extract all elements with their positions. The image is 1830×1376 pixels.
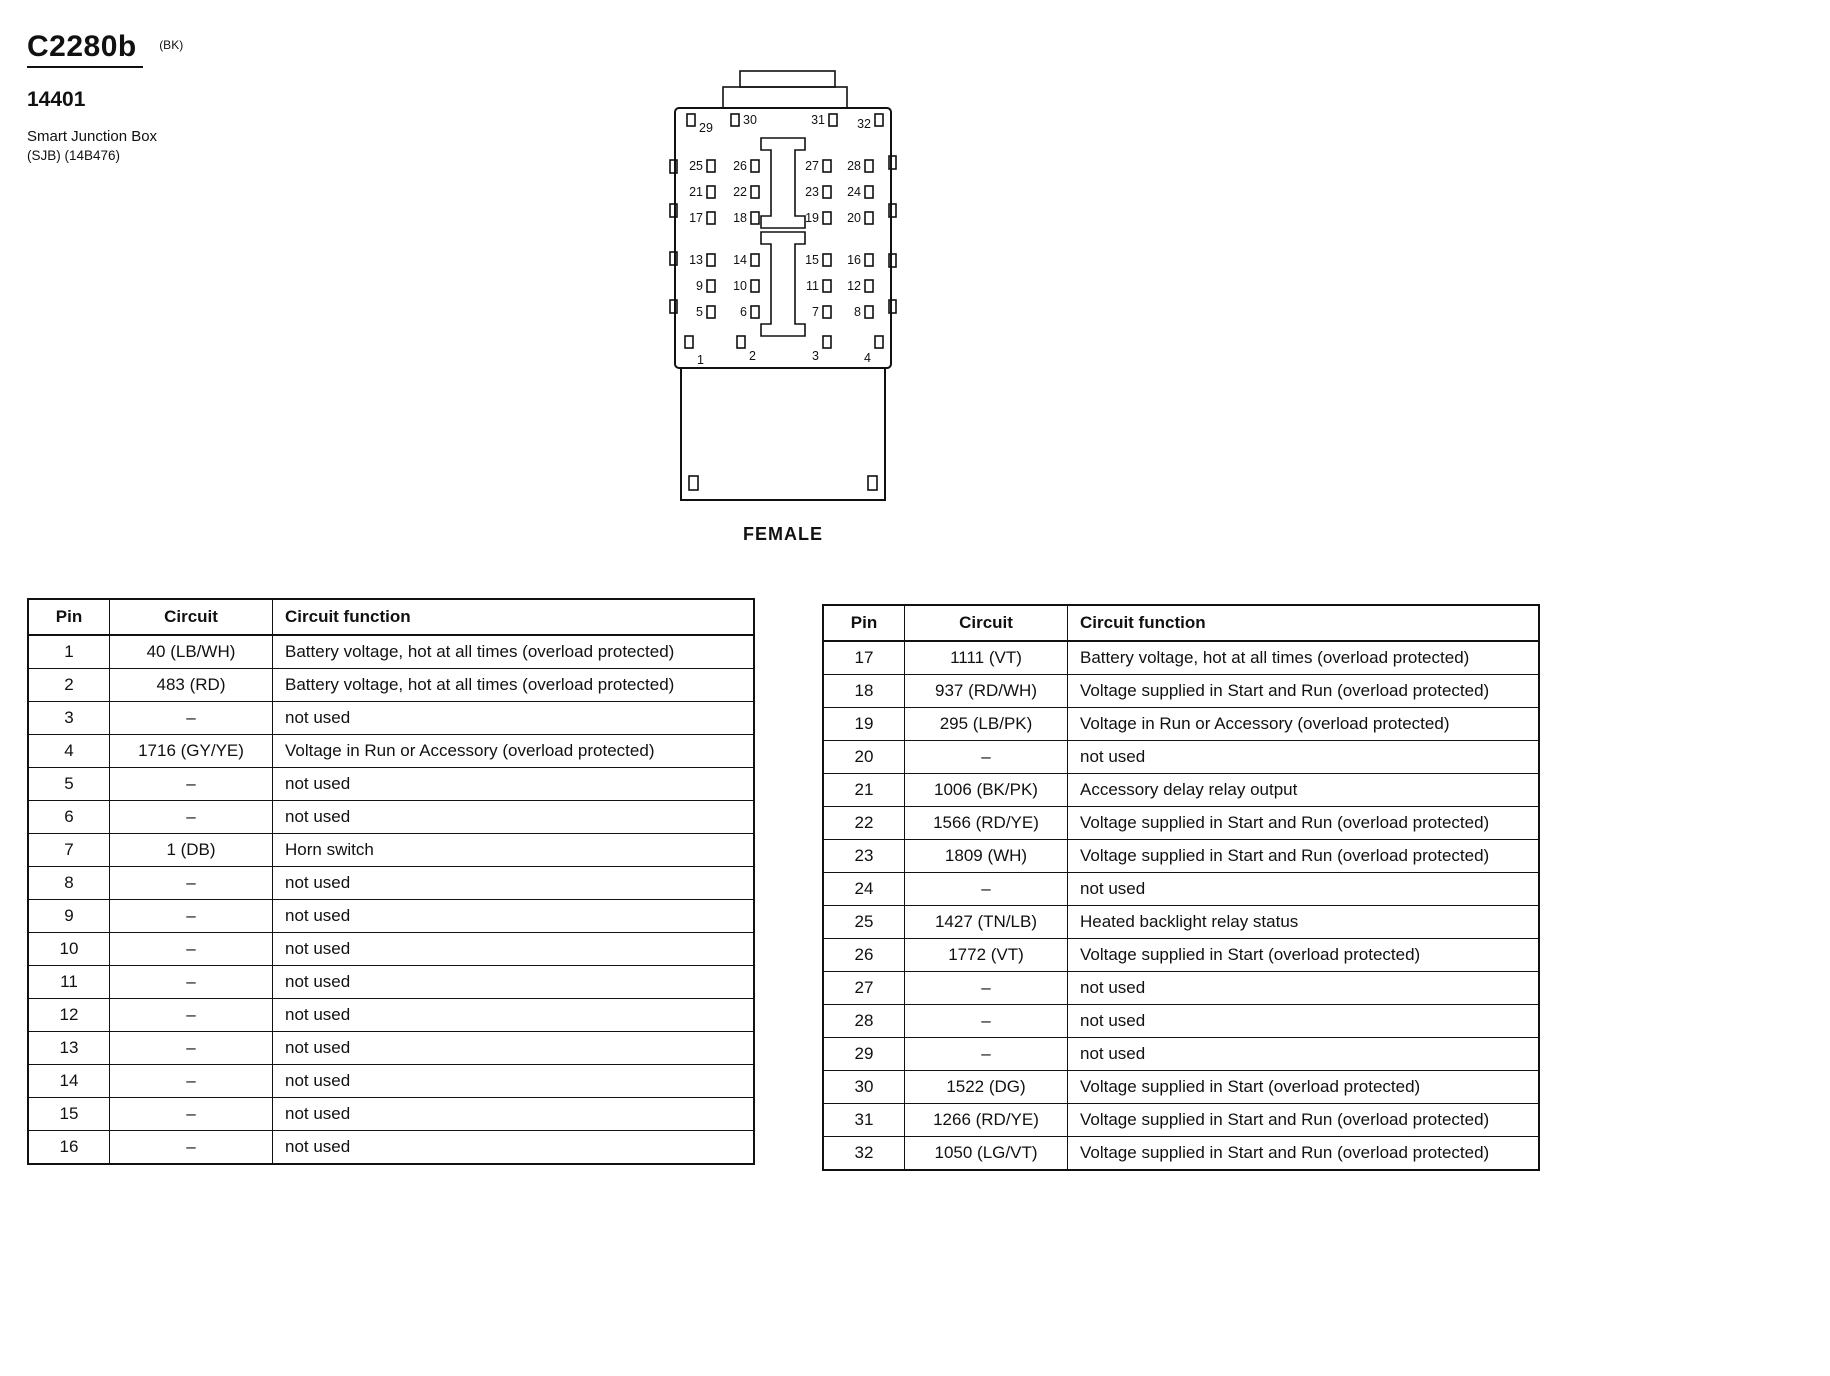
pin-row: [823, 840, 1539, 873]
pin-number-cell: 32: [823, 1137, 905, 1171]
pin-number-cell: 2: [28, 669, 110, 702]
pin-24-label: 24: [847, 185, 861, 199]
pin-12-label: 12: [847, 279, 861, 293]
pin-18-cavity: [751, 212, 759, 224]
part-number: 14401: [27, 88, 86, 111]
pin-number-cell: 6: [28, 801, 110, 834]
pin-number-cell: 1: [28, 635, 110, 669]
pin-row: [823, 1005, 1539, 1038]
circuit-function-cell: Voltage supplied in Start and Run (overload protected): [1068, 807, 1540, 840]
pin-number-cell: 20: [823, 741, 905, 774]
pin-17-label: 17: [689, 211, 703, 225]
pin-number-cell: 8: [28, 867, 110, 900]
pin-number-cell: 15: [28, 1098, 110, 1131]
pin-26-label: 26: [733, 159, 747, 173]
pin-1-label: 1: [697, 353, 704, 367]
pin-30-cavity: [731, 114, 739, 126]
circuit-function-cell: not used: [273, 801, 755, 834]
pin-6-cavity: [751, 306, 759, 318]
circuit-cell: –: [110, 801, 273, 834]
pin-30-label: 30: [743, 113, 757, 127]
pin-32-cavity: [875, 114, 883, 126]
pin-number-cell: 19: [823, 708, 905, 741]
pin-5-label: 5: [696, 305, 703, 319]
circuit-cell: 937 (RD/WH): [905, 675, 1068, 708]
pin-15-cavity: [823, 254, 831, 266]
pin-row: [28, 1032, 754, 1065]
pin-29-label: 29: [699, 121, 713, 135]
pin-2-cavity: [737, 336, 745, 348]
pin-row: [28, 834, 754, 867]
pin-number-cell: 23: [823, 840, 905, 873]
pin-24-cavity: [865, 186, 873, 198]
pin-number-cell: 14: [28, 1065, 110, 1098]
circuit-function-cell: not used: [1068, 873, 1540, 906]
pin-12-cavity: [865, 280, 873, 292]
circuit-cell: 1716 (GY/YE): [110, 735, 273, 768]
pin-row: [28, 966, 754, 999]
circuit-cell: 1266 (RD/YE): [905, 1104, 1068, 1137]
pin-number-cell: 3: [28, 702, 110, 735]
pin-22-cavity: [751, 186, 759, 198]
connector-id: C2280b: [27, 30, 143, 68]
connector-gender-label: FEMALE: [743, 524, 823, 544]
column-header-pin: Pin: [823, 605, 905, 641]
pin-number-cell: 21: [823, 774, 905, 807]
title-row: [27, 30, 183, 68]
connector-face-svg: [666, 70, 900, 512]
circuit-function-cell: Voltage supplied in Start (overload protected): [1068, 1071, 1540, 1104]
pin-number-cell: 28: [823, 1005, 905, 1038]
circuit-cell: 1427 (TN/LB): [905, 906, 1068, 939]
circuit-cell: 1 (DB): [110, 834, 273, 867]
pin-row: [28, 1065, 754, 1098]
column-header-circuit: Circuit: [905, 605, 1068, 641]
circuit-cell: –: [905, 1038, 1068, 1071]
circuit-cell: 40 (LB/WH): [110, 635, 273, 669]
pin-number-cell: 13: [28, 1032, 110, 1065]
circuit-function-cell: Battery voltage, hot at all times (overload protected): [273, 669, 755, 702]
circuit-function-cell: Horn switch: [273, 834, 755, 867]
circuit-function-cell: not used: [273, 867, 755, 900]
connector-top-tab-small: [740, 71, 835, 87]
pin-11-label: 11: [806, 279, 819, 293]
pin-row: [823, 1071, 1539, 1104]
circuit-function-cell: not used: [1068, 741, 1540, 774]
pin-row: [823, 807, 1539, 840]
pin-table-right-wrap: [822, 604, 1540, 1171]
circuit-cell: –: [110, 1065, 273, 1098]
circuit-function-cell: not used: [273, 702, 755, 735]
column-header-circuit: Circuit: [110, 599, 273, 635]
circuit-cell: –: [905, 873, 1068, 906]
pin-19-cavity: [823, 212, 831, 224]
pin-row: [823, 1038, 1539, 1071]
circuit-function-cell: not used: [273, 1065, 755, 1098]
circuit-function-cell: Voltage in Run or Accessory (overload protected): [273, 735, 755, 768]
pin-row: [823, 741, 1539, 774]
pin-row: [28, 999, 754, 1032]
circuit-function-cell: Battery voltage, hot at all times (overload protected): [1068, 641, 1540, 675]
pin-16-label: 16: [847, 253, 861, 267]
pin-table-right: [822, 604, 1540, 1171]
pin-32-label: 32: [857, 117, 871, 131]
pin-28-cavity: [865, 160, 873, 172]
pin-20-cavity: [865, 212, 873, 224]
pin-row: [823, 906, 1539, 939]
circuit-function-cell: not used: [273, 933, 755, 966]
circuit-function-cell: not used: [273, 966, 755, 999]
circuit-function-cell: Accessory delay relay output: [1068, 774, 1540, 807]
connector-color-code: (BK): [159, 38, 184, 52]
circuit-cell: 1006 (BK/PK): [905, 774, 1068, 807]
circuit-cell: –: [110, 966, 273, 999]
pin-31-cavity: [829, 114, 837, 126]
pin-20-label: 20: [847, 211, 861, 225]
pin-25-cavity: [707, 160, 715, 172]
circuit-cell: 1772 (VT): [905, 939, 1068, 972]
circuit-cell: –: [110, 1131, 273, 1165]
pin-number-cell: 7: [28, 834, 110, 867]
circuit-function-cell: not used: [1068, 1005, 1540, 1038]
pin-row: [28, 735, 754, 768]
pin-number-cell: 31: [823, 1104, 905, 1137]
connector-body: [675, 108, 891, 368]
pin-4-cavity: [875, 336, 883, 348]
pin-3-cavity: [823, 336, 831, 348]
circuit-cell: 295 (LB/PK): [905, 708, 1068, 741]
component-name: Smart Junction Box: [27, 128, 158, 145]
pin-number-cell: 17: [823, 641, 905, 675]
pin-8-label: 8: [854, 305, 861, 319]
pin-row: [28, 669, 754, 702]
circuit-function-cell: not used: [273, 768, 755, 801]
pin-number-cell: 12: [28, 999, 110, 1032]
circuit-cell: 483 (RD): [110, 669, 273, 702]
circuit-function-cell: not used: [273, 1131, 755, 1165]
pin-number-cell: 25: [823, 906, 905, 939]
circuit-function-cell: Voltage supplied in Start (overload protected): [1068, 939, 1540, 972]
pin-6-label: 6: [740, 305, 747, 319]
pin-row: [823, 708, 1539, 741]
pin-number-cell: 27: [823, 972, 905, 1005]
circuit-cell: –: [905, 741, 1068, 774]
pin-27-label: 27: [805, 159, 819, 173]
pin-row: [823, 972, 1539, 1005]
lower-body-notch-left: [689, 476, 698, 490]
column-header-function: Circuit function: [273, 599, 755, 635]
pin-7-label: 7: [812, 305, 819, 319]
pin-number-cell: 11: [28, 966, 110, 999]
pin-row: [28, 768, 754, 801]
pin-8-cavity: [865, 306, 873, 318]
pin-number-cell: 5: [28, 768, 110, 801]
circuit-cell: –: [110, 900, 273, 933]
header: [27, 30, 183, 163]
pin-9-label: 9: [696, 279, 703, 293]
pin-19-label: 19: [805, 211, 819, 225]
pin-18-label: 18: [733, 211, 747, 225]
pin-row: [823, 774, 1539, 807]
pin-row: [28, 702, 754, 735]
pin-23-cavity: [823, 186, 831, 198]
pin-number-cell: 9: [28, 900, 110, 933]
header-row: [823, 605, 1539, 641]
pin-13-label: 13: [689, 253, 703, 267]
pin-number-cell: 4: [28, 735, 110, 768]
pin-number-cell: 10: [28, 933, 110, 966]
pin-number-cell: 30: [823, 1071, 905, 1104]
circuit-function-cell: Voltage supplied in Start and Run (overload protected): [1068, 1104, 1540, 1137]
circuit-function-cell: Heated backlight relay status: [1068, 906, 1540, 939]
component-detail: (SJB) (14B476): [27, 148, 121, 163]
connector-top-tab-wide: [723, 87, 847, 108]
lower-body-notch-right: [868, 476, 877, 490]
pin-row: [28, 867, 754, 900]
keyway-lower: [761, 232, 805, 336]
circuit-function-cell: not used: [1068, 1038, 1540, 1071]
circuit-cell: –: [905, 972, 1068, 1005]
circuit-function-cell: not used: [273, 900, 755, 933]
circuit-function-cell: Voltage supplied in Start and Run (overload protected): [1068, 1137, 1540, 1171]
pin-table-left: [27, 598, 755, 1165]
circuit-function-cell: not used: [273, 1098, 755, 1131]
column-header-pin: Pin: [28, 599, 110, 635]
circuit-cell: 1566 (RD/YE): [905, 807, 1068, 840]
pin-22-label: 22: [733, 185, 747, 199]
circuit-cell: –: [110, 867, 273, 900]
connector-diagram: [666, 70, 900, 545]
pin-31-label: 31: [811, 113, 825, 127]
circuit-cell: 1111 (VT): [905, 641, 1068, 675]
pin-number-cell: 18: [823, 675, 905, 708]
pin-21-label: 21: [689, 185, 703, 199]
pin-number-cell: 22: [823, 807, 905, 840]
connector-lower-body: [681, 368, 885, 500]
pin-7-cavity: [823, 306, 831, 318]
circuit-cell: –: [110, 1032, 273, 1065]
pin-17-cavity: [707, 212, 715, 224]
circuit-cell: –: [905, 1005, 1068, 1038]
circuit-cell: –: [110, 702, 273, 735]
pin-row: [28, 933, 754, 966]
pin-26-cavity: [751, 160, 759, 172]
pin-14-label: 14: [733, 253, 747, 267]
column-header-function: Circuit function: [1068, 605, 1540, 641]
pin-row: [823, 873, 1539, 906]
pin-1-cavity: [685, 336, 693, 348]
pin-14-cavity: [751, 254, 759, 266]
pin-row: [823, 939, 1539, 972]
pin-5-cavity: [707, 306, 715, 318]
pin-row: [28, 635, 754, 669]
pin-table-left-wrap: [27, 598, 755, 1165]
pin-2-label: 2: [749, 349, 756, 363]
pin-4-label: 4: [864, 351, 871, 365]
pin-row: [823, 675, 1539, 708]
pin-13-cavity: [707, 254, 715, 266]
pin-number-cell: 26: [823, 939, 905, 972]
pin-row: [28, 1131, 754, 1165]
pin-16-cavity: [865, 254, 873, 266]
pin-27-cavity: [823, 160, 831, 172]
header-row: [28, 599, 754, 635]
pin-21-cavity: [707, 186, 715, 198]
circuit-function-cell: Voltage supplied in Start and Run (overload protected): [1068, 675, 1540, 708]
pin-row: [28, 900, 754, 933]
pin-field: [685, 113, 883, 367]
circuit-function-cell: not used: [1068, 972, 1540, 1005]
pin-28-label: 28: [847, 159, 861, 173]
pin-number-cell: 29: [823, 1038, 905, 1071]
circuit-cell: 1809 (WH): [905, 840, 1068, 873]
circuit-cell: –: [110, 1098, 273, 1131]
circuit-cell: –: [110, 933, 273, 966]
pin-25-label: 25: [689, 159, 703, 173]
circuit-function-cell: Voltage supplied in Start and Run (overload protected): [1068, 840, 1540, 873]
circuit-cell: 1522 (DG): [905, 1071, 1068, 1104]
circuit-cell: 1050 (LG/VT): [905, 1137, 1068, 1171]
pin-29-cavity: [687, 114, 695, 126]
circuit-function-cell: Battery voltage, hot at all times (overload protected): [273, 635, 755, 669]
pin-15-label: 15: [805, 253, 819, 267]
pin-10-cavity: [751, 280, 759, 292]
pin-23-label: 23: [805, 185, 819, 199]
pin-number-cell: 24: [823, 873, 905, 906]
pin-row: [823, 1137, 1539, 1171]
circuit-cell: –: [110, 999, 273, 1032]
pin-10-label: 10: [733, 279, 747, 293]
circuit-function-cell: not used: [273, 999, 755, 1032]
circuit-function-cell: Voltage in Run or Accessory (overload protected): [1068, 708, 1540, 741]
pin-row: [28, 801, 754, 834]
pin-3-label: 3: [812, 349, 819, 363]
circuit-function-cell: not used: [273, 1032, 755, 1065]
pin-row: [823, 641, 1539, 675]
keyway-upper: [761, 138, 805, 228]
pin-number-cell: 16: [28, 1131, 110, 1165]
pin-row: [28, 1098, 754, 1131]
pin-9-cavity: [707, 280, 715, 292]
pin-11-cavity: [823, 280, 831, 292]
pin-row: [823, 1104, 1539, 1137]
circuit-cell: –: [110, 768, 273, 801]
